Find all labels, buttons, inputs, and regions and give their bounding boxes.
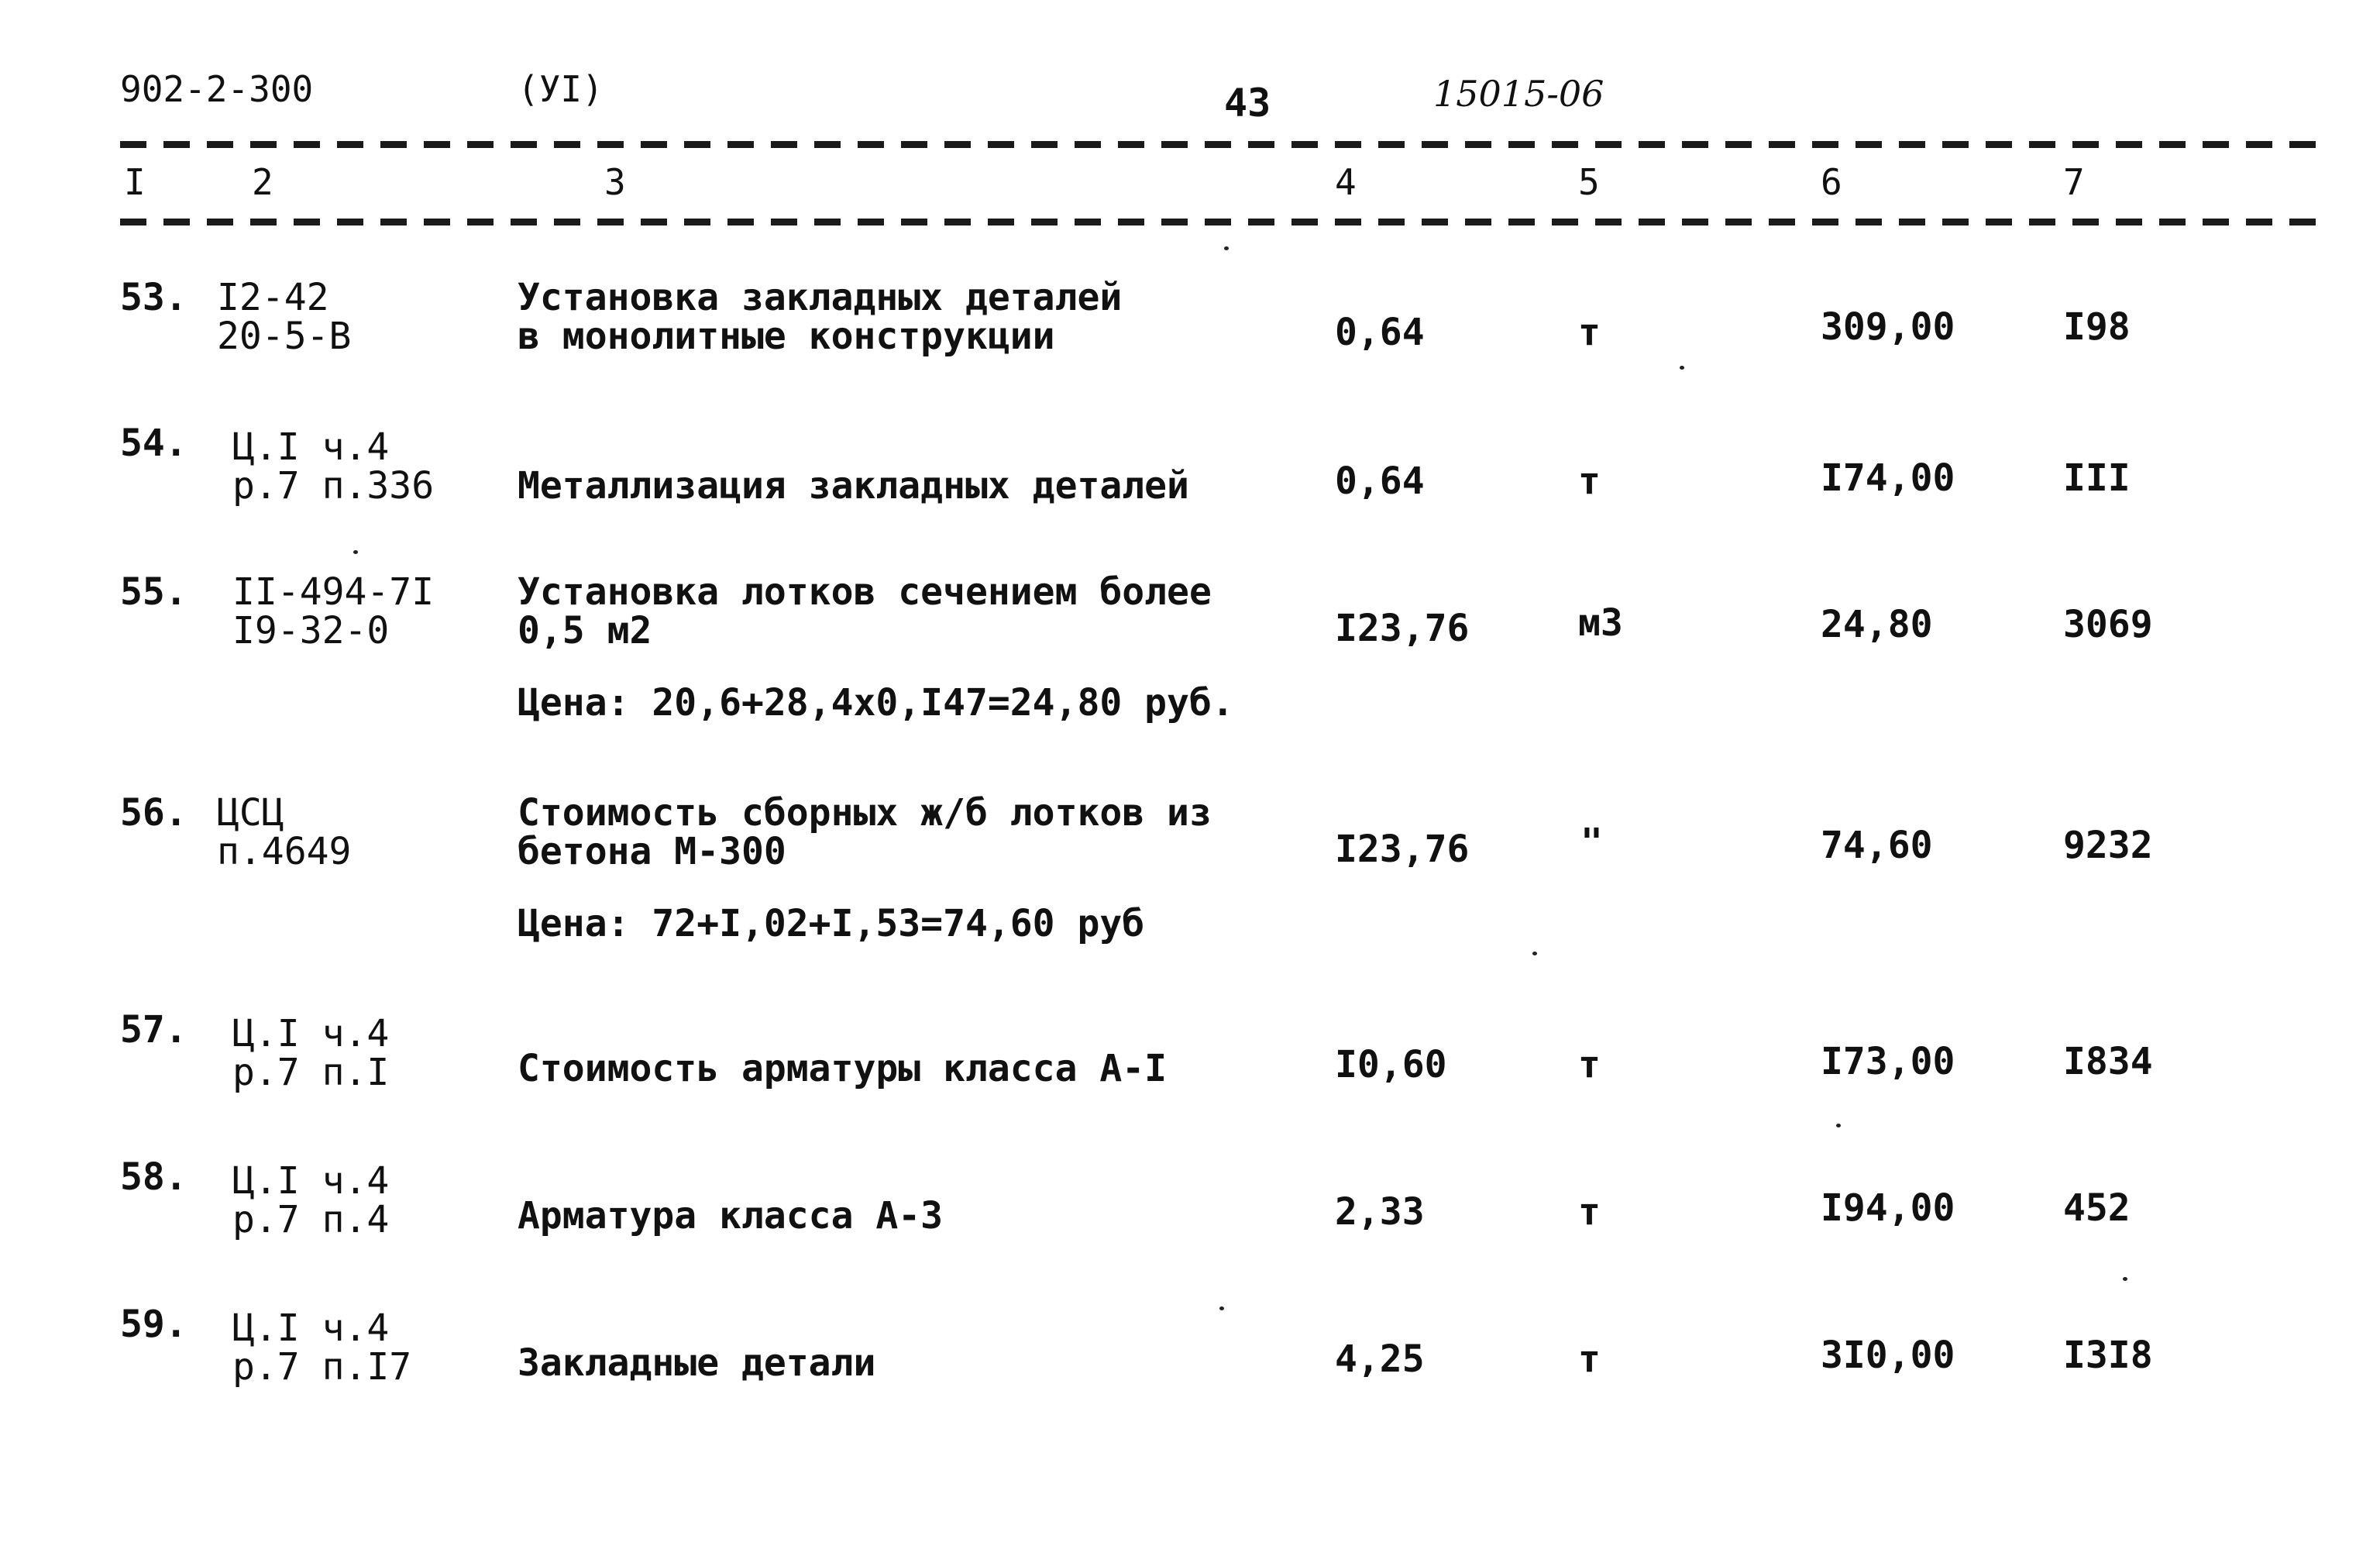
scan-speck bbox=[1219, 1306, 1224, 1310]
row-53-code-line2: 20-5-В bbox=[217, 315, 352, 358]
row-57-number: 57. bbox=[120, 1008, 187, 1052]
row-59-quantity: 4,25 bbox=[1335, 1337, 1425, 1381]
row-59-code-line1: Ц.I ч.4 bbox=[232, 1306, 390, 1350]
row-59-name-line1: Закладные детали bbox=[518, 1341, 876, 1385]
row-58-number: 58. bbox=[120, 1155, 187, 1199]
column-header-5: 5 bbox=[1578, 161, 1600, 203]
row-58-unit: т bbox=[1578, 1190, 1601, 1234]
row-55-name-line1: Установка лотков сечением более bbox=[518, 570, 1212, 614]
row-59-price: 3I0,00 bbox=[1821, 1334, 1955, 1377]
row-57-code-line1: Ц.I ч.4 bbox=[232, 1012, 390, 1055]
row-58-price: I94,00 bbox=[1821, 1186, 1955, 1230]
column-header-1: I bbox=[124, 161, 146, 203]
scan-speck bbox=[1224, 246, 1229, 250]
row-53-quantity: 0,64 bbox=[1335, 311, 1425, 354]
row-57-code-line2: р.7 п.I bbox=[232, 1051, 390, 1094]
row-56-price: 74,60 bbox=[1821, 824, 1933, 867]
row-55-total: 3069 bbox=[2063, 603, 2153, 646]
row-58-code-line1: Ц.I ч.4 bbox=[232, 1159, 390, 1203]
row-59-total: I3I8 bbox=[2063, 1334, 2153, 1377]
row-56-name-line2: бетона М-300 bbox=[518, 830, 786, 873]
row-53-price: 309,00 bbox=[1821, 305, 1955, 349]
row-55-code-line1: II-494-7I bbox=[232, 570, 435, 614]
scan-speck bbox=[353, 550, 358, 554]
row-53-name-line1: Установка закладных деталей bbox=[518, 276, 1123, 319]
row-53-total: I98 bbox=[2063, 305, 2131, 349]
row-57-total: I834 bbox=[2063, 1040, 2153, 1083]
scan-speck bbox=[2123, 1277, 2127, 1281]
row-54-code-line2: р.7 п.336 bbox=[232, 464, 435, 508]
row-56-code-line2: п.4649 bbox=[217, 830, 352, 873]
row-54-number: 54. bbox=[120, 422, 187, 465]
row-58-quantity: 2,33 bbox=[1335, 1190, 1425, 1234]
row-57-unit: т bbox=[1578, 1043, 1601, 1086]
row-55-number: 55. bbox=[120, 570, 187, 614]
page-number: 43 bbox=[1224, 81, 1271, 126]
column-header-4: 4 bbox=[1335, 161, 1357, 203]
row-54-code-line1: Ц.I ч.4 bbox=[232, 425, 390, 469]
scan-speck bbox=[1532, 952, 1537, 955]
row-59-number: 59. bbox=[120, 1303, 187, 1346]
row-57-quantity: I0,60 bbox=[1335, 1043, 1447, 1086]
row-56-number: 56. bbox=[120, 791, 187, 835]
header-bottom-rule bbox=[120, 219, 2320, 225]
row-55-price-note: Цена: 20,6+28,4х0,I47=24,80 руб. bbox=[518, 681, 1234, 725]
row-58-name-line1: Арматура класса А-3 bbox=[518, 1194, 944, 1238]
row-58-total: 452 bbox=[2063, 1186, 2131, 1230]
inventory-number-handwritten: 15015-06 bbox=[1433, 73, 1604, 115]
row-56-price-note: Цена: 72+I,02+I,53=74,60 руб bbox=[518, 902, 1145, 945]
row-53-unit: т bbox=[1578, 311, 1601, 354]
document-code: 902-2-300 bbox=[120, 68, 314, 110]
row-55-name-line2: 0,5 м2 bbox=[518, 609, 652, 652]
row-53-code-line1: I2-42 bbox=[217, 276, 329, 319]
row-53-number: 53. bbox=[120, 276, 187, 319]
column-header-6: 6 bbox=[1821, 161, 1842, 203]
row-56-total: 9232 bbox=[2063, 824, 2153, 867]
scan-speck bbox=[1836, 1124, 1841, 1127]
column-header-2: 2 bbox=[252, 161, 273, 203]
header-top-rule bbox=[120, 141, 2320, 148]
row-54-price: I74,00 bbox=[1821, 456, 1955, 500]
row-56-unit: " bbox=[1580, 821, 1603, 864]
row-56-quantity: I23,76 bbox=[1335, 828, 1470, 871]
row-55-unit: м3 bbox=[1578, 601, 1623, 645]
row-58-code-line2: р.7 п.4 bbox=[232, 1198, 390, 1241]
column-header-3: 3 bbox=[604, 161, 626, 203]
row-57-price: I73,00 bbox=[1821, 1040, 1955, 1083]
row-56-code-line1: ЦСЦ bbox=[217, 791, 284, 835]
scan-speck bbox=[1680, 366, 1684, 370]
column-header-7: 7 bbox=[2063, 161, 2085, 203]
section-label: (УI) bbox=[518, 68, 604, 110]
row-54-name-line1: Металлизация закладных деталей bbox=[518, 464, 1189, 508]
row-54-total: III bbox=[2063, 456, 2131, 500]
row-55-quantity: I23,76 bbox=[1335, 607, 1470, 650]
row-55-code-line2: I9-32-0 bbox=[232, 609, 390, 652]
row-55-price: 24,80 bbox=[1821, 603, 1933, 646]
row-54-unit: т bbox=[1578, 460, 1601, 503]
row-53-name-line2: в монолитные конструкции bbox=[518, 315, 1055, 358]
row-59-code-line2: р.7 п.I7 bbox=[232, 1345, 412, 1389]
row-57-name-line1: Стоимость арматуры класса А-I bbox=[518, 1047, 1168, 1090]
row-56-name-line1: Стоимость сборных ж/б лотков из bbox=[518, 791, 1212, 835]
row-54-quantity: 0,64 bbox=[1335, 460, 1425, 503]
row-59-unit: т bbox=[1578, 1337, 1601, 1381]
